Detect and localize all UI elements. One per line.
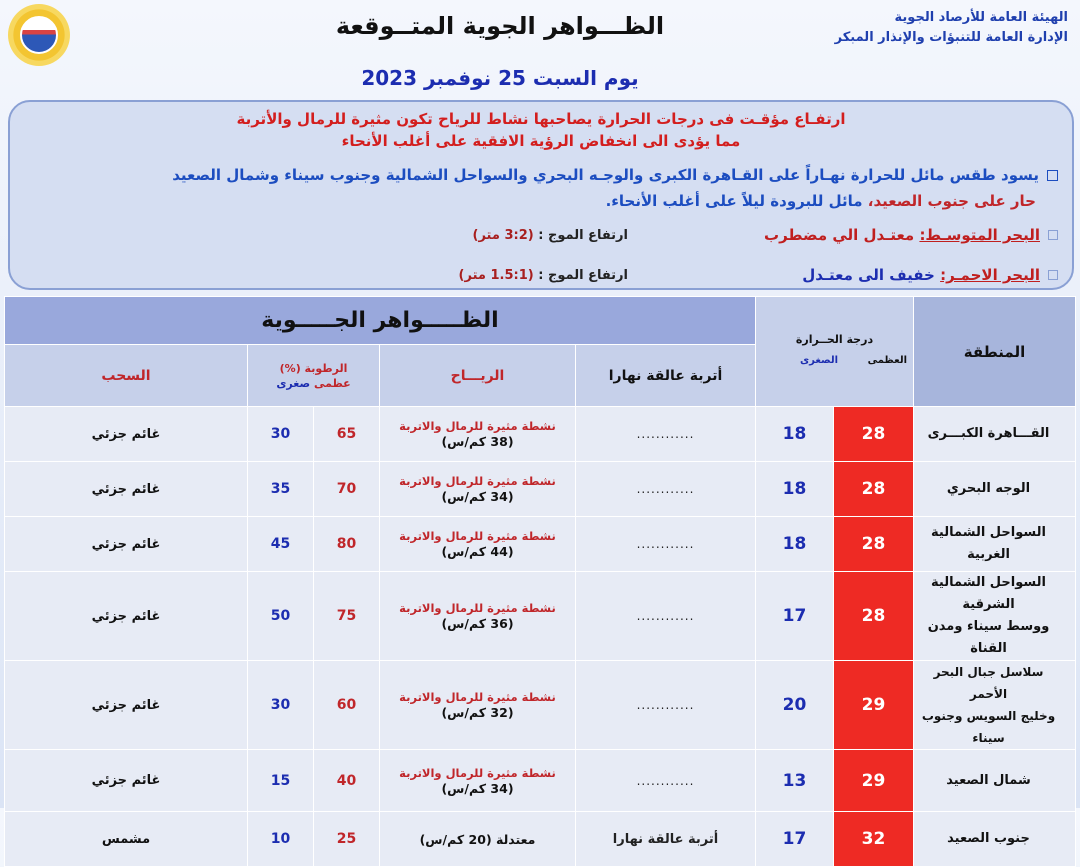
max-temp-cell: 28 [834,517,914,572]
cloud-cell: غائم جزئي [5,572,248,661]
wind-speed: (44 كم/س) [441,544,514,559]
region-name-line-2: وخليج السويس وجنوب سيناء [921,709,1056,745]
humidity-min-cell: 35 [248,462,314,517]
dust-cell: ............ [576,572,756,661]
wind-speed: (34 كم/س) [441,489,514,504]
humidity-max-cell: 25 [314,812,380,867]
header-dust: أتربة عالقة نهارا [576,345,756,407]
summary-line-1: يسود طقس مائل للحرارة نهـاراً على القـاهرة الكبرى والوجـه البحري والسواحل الشمالية وجنوب سيناء وشمال الصعيد [172,166,1039,184]
min-temp-cell: 20 [756,661,834,750]
wave-value: (1.5:1 متر) [458,268,534,283]
header-temp-min: الصغرى [800,355,839,366]
dust-cell: ............ [576,517,756,572]
cloud-cell: غائم جزئي [5,407,248,462]
table-row [5,517,1076,572]
cloud-cell: غائم جزئي [5,517,248,572]
humidity-min-cell: 30 [248,407,314,462]
sea-state: معتـدل الي مضطرب [764,226,915,244]
header-hum-max: عظمى [313,376,351,390]
wind-cell [380,572,576,661]
wind-cell [380,462,576,517]
region-cell [914,661,1076,750]
min-temp-cell: 18 [756,462,834,517]
region-name: السواحل الشمالية الغربية [931,525,1046,562]
wind-speed: (32 كم/س) [441,705,514,720]
wind-desc: نشطة مثيرة للرمال والاتربة [399,690,556,704]
dust-cell: ............ [576,750,756,812]
humidity-max-cell: 40 [314,750,380,812]
humidity-min-cell: 45 [248,517,314,572]
humidity-min-cell: 50 [248,572,314,661]
sea-red [18,266,1058,290]
square-icon [1048,230,1058,240]
max-temp-cell: 28 [834,407,914,462]
max-temp-cell: 28 [834,572,914,661]
header-temp-label: درجة الحــرارة [795,333,874,346]
header-temp-max: العظمى [867,355,907,366]
wind-cell [380,661,576,750]
humidity-max-cell: 60 [314,661,380,750]
sea-name: البحر المتوسـط: [919,226,1040,244]
region-cell [914,407,1076,462]
dust-cell: ............ [576,407,756,462]
alert-line-1: ارتفـاع مؤقـت فى درجات الحرارة يصاحبها نشاط للرياح تكون مثيرة للرمال والأتربة [236,110,846,128]
region-name: سلاسل جبال البحر الأحمر [933,665,1044,701]
region-cell [914,517,1076,572]
wind-cell [380,407,576,462]
header-humidity [248,345,380,407]
wind-desc: معتدلة (20 كم/س) [419,831,536,847]
region-cell [914,572,1076,661]
region-name: القـــاهرة الكبـــرى [927,426,1050,441]
humidity-max-cell: 75 [314,572,380,661]
humidity-max-cell: 65 [314,407,380,462]
humidity-min-cell: 10 [248,812,314,867]
square-icon [1048,270,1058,280]
cloud-cell: غائم جزئي [5,462,248,517]
table-row [5,661,1076,750]
region-name: السواحل الشمالية الشرقية [931,575,1046,612]
summary-line-2-blue: مائل للبرودة ليلاً على أغلب الأنحاء. [605,192,863,210]
forecast-date: يوم السبت 25 نوفمبر 2023 [361,66,639,90]
forecast-table [4,296,1076,867]
sea-mediterranean [18,226,1058,250]
max-temp-cell: 28 [834,462,914,517]
region-name: شمال الصعيد [946,772,1031,788]
cloud-cell: غائم جزئي [5,750,248,812]
humidity-min-cell: 15 [248,750,314,812]
cloud-cell: غائم جزئي [5,661,248,750]
region-name: الوجه البحري [946,481,1031,496]
region-cell [914,462,1076,517]
min-temp-cell: 18 [756,517,834,572]
table-row [5,750,1076,812]
header-hum-min: صغرى [276,376,311,390]
wave-label: ارتفاع الموج : [538,268,628,283]
wind-cell [380,750,576,812]
max-temp-cell: 29 [834,750,914,812]
min-temp-cell: 17 [756,812,834,867]
checkbox-square-icon [1047,170,1058,181]
wind-desc: نشطة مثيرة للرمال والاتربة [399,529,556,543]
cloud-cell: مشمس [5,812,248,867]
sea-name: البحر الاحمـر: [940,266,1040,284]
table-row [5,462,1076,517]
header-temperature [756,297,914,407]
wave-label: ارتفاع الموج : [538,228,628,243]
wind-desc: نشطة مثيرة للرمال والاتربة [399,601,556,615]
region-cell [914,750,1076,812]
summary-text [10,152,1072,214]
org-line-2: الإدارة العامة للتنبؤات والإنذار المبكر [834,30,1068,45]
wind-speed: (38 كم/س) [441,434,514,449]
wind-speed: (36 كم/س) [441,616,514,631]
wind-cell [380,517,576,572]
wind-desc: نشطة مثيرة للرمال والاتربة [399,765,556,780]
humidity-max-cell: 70 [314,462,380,517]
humidity-max-cell: 80 [314,517,380,572]
header-clouds: السحب [5,345,248,407]
alert-text [10,102,1072,152]
table-row [5,572,1076,661]
wind-speed: (34 كم/س) [441,780,514,796]
header-phenomena: الظـــــواهر الجـــــوية [5,297,756,345]
header-humidity-label: الرطوبة (%) [279,361,348,375]
region-cell [914,812,1076,867]
region-name-line-2: ووسط سيناء ومدن القناة [927,619,1050,656]
wind-desc: نشطة مثيرة للرمال والاتربة [399,474,556,488]
humidity-min-cell: 30 [248,661,314,750]
sea-state: خفيف الى معتـدل [802,266,935,284]
min-temp-cell: 18 [756,407,834,462]
wave-value: (3:2 متر) [472,228,534,243]
alert-line-2: مما يؤدى الى انخفاض الرؤية الافقية على أغلب الأنحاء [341,132,741,150]
summary-box [8,100,1074,290]
org-line-1: الهيئة العامة للأرصاد الجوية [894,10,1068,25]
min-temp-cell: 17 [756,572,834,661]
summary-line-2-red: حار على جنوب الصعيد، [867,192,1036,210]
dust-cell: ............ [576,462,756,517]
page-title: الظـــواهر الجوية المتــوقعة [335,12,665,40]
region-name: جنوب الصعيد [947,831,1030,846]
dust-cell: ............ [576,661,756,750]
header-wind: الريـــاح [380,345,576,407]
min-temp-cell: 13 [756,750,834,812]
wind-desc: نشطة مثيرة للرمال والاتربة [399,419,556,433]
table-row [5,812,1076,867]
max-temp-cell: 29 [834,661,914,750]
max-temp-cell: 32 [834,812,914,867]
dust-cell: أتربة عالقة نهارا [576,812,756,867]
header-region: المنطقة [914,297,1076,407]
table-row [5,407,1076,462]
wind-cell [380,812,576,867]
